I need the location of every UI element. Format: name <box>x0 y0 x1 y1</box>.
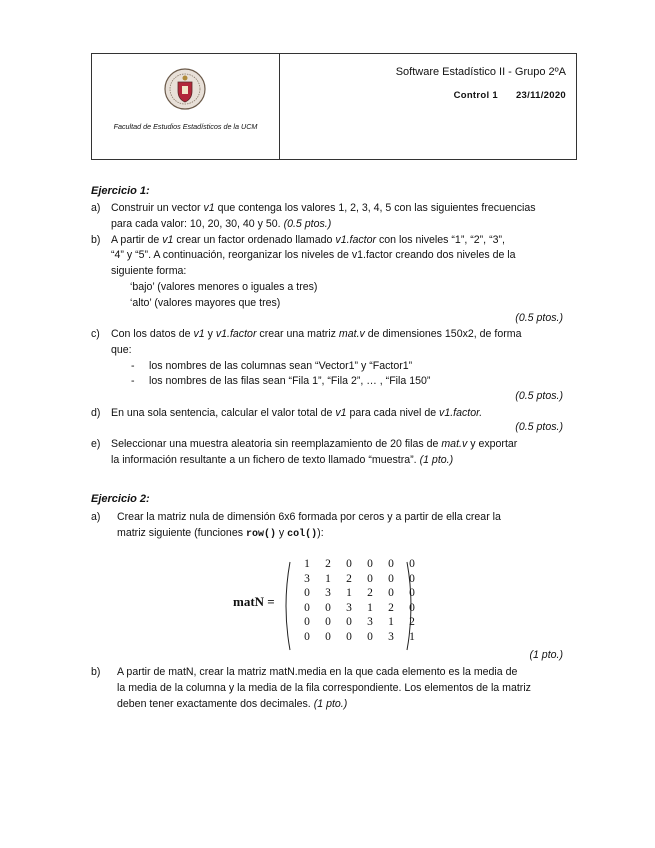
ex1-a-line2: para cada valor: 10, 20, 30, 40 y 50. (0.5 ptos.) <box>111 218 332 230</box>
matrix-cell: 1 <box>388 616 394 628</box>
matrix-cell: 3 <box>325 587 331 599</box>
ex1-c-bullet2: los nombres de las filas sean “Fila 1”, “Fila 2”, … , “Fila 150” <box>149 375 431 387</box>
points: (0.5 ptos.) <box>515 312 563 324</box>
item-label: c) <box>91 328 100 340</box>
item-label: b) <box>91 234 101 246</box>
control-label: Control 1 <box>453 90 498 101</box>
matrix-cell: 3 <box>388 630 394 643</box>
matrix-cell: 0 <box>325 630 331 643</box>
ex1-c-line1: Con los datos de v1 y v1.factor crear una matriz mat.v de dimensiones 150x2, de forma <box>111 328 522 340</box>
matrix-cell: 2 <box>346 572 352 585</box>
matrix-cell: 0 <box>367 572 373 585</box>
matrix-cell: 0 <box>409 558 415 570</box>
matrix-cell: 2 <box>367 587 373 599</box>
matrix-cell: 1 <box>346 587 352 599</box>
item-label: a) <box>91 202 101 214</box>
ex1-b-line5: ‘alto’ (valores mayores que tres) <box>130 297 281 309</box>
points: (0.5 ptos.) <box>515 390 563 402</box>
ex2-a-line2: matriz siguiente (funciones row() y col()): <box>117 527 324 540</box>
matrix-cell: 1 <box>304 558 310 570</box>
ex1-b-line3: siguiente forma: <box>111 265 187 277</box>
matrix-cell: 3 <box>367 616 373 628</box>
matrix-cell: 0 <box>367 630 373 643</box>
ex1-b-line1: A partir de v1 crear un factor ordenado llamado v1.factor con los niveles “1”, “2”, “3”, <box>111 234 505 246</box>
header-box <box>91 53 577 160</box>
matrix-cell: 0 <box>346 558 352 570</box>
matrix-cell: 2 <box>325 558 331 570</box>
item-label: a) <box>91 511 101 523</box>
item-label: b) <box>91 666 101 678</box>
matrix-cell: 3 <box>346 601 352 614</box>
matrix-cell: 0 <box>388 572 394 585</box>
matrix-cell: 0 <box>325 601 331 614</box>
item-label: e) <box>91 438 101 450</box>
ex1-a-line1: Construir un vector v1 que contenga los valores 1, 2, 3, 4, 5 con las siguientes frecuencias <box>111 202 536 214</box>
matrix-cell: 0 <box>367 558 373 570</box>
matrix-cell: 0 <box>388 587 394 599</box>
matrix-cell: 0 <box>409 572 415 585</box>
matrix-cell: 0 <box>304 601 310 614</box>
matrix-cell: 0 <box>304 616 310 628</box>
matrix-cell: 0 <box>346 616 352 628</box>
ex1-e-line1: Seleccionar una muestra aleatoria sin reemplazamiento de 20 filas de mat.v y exportar <box>111 438 518 450</box>
ex1-e-line2: la información resultante a un fichero de texto llamado “muestra”. (1 pto.) <box>111 454 454 466</box>
matrix-cell: 1 <box>367 601 373 614</box>
matrix-cell: 0 <box>388 558 394 570</box>
ex1-b-line4: ‘bajo’ (valores menores o iguales a tres) <box>130 281 318 293</box>
matrix-cell: 2 <box>409 616 415 628</box>
matrix-cell: 1 <box>325 572 331 585</box>
bullet-dash: - <box>131 375 135 387</box>
matrix-label: matN = <box>233 594 275 609</box>
university-seal-icon <box>163 67 207 111</box>
course-title: Software Estadístico II - Grupo 2ºA <box>395 66 566 78</box>
points: (0.5 ptos.) <box>515 421 563 433</box>
matrix-cell: 0 <box>409 601 415 614</box>
matrix-cell: 0 <box>304 630 310 643</box>
bullet-dash: - <box>131 360 135 372</box>
header-divider <box>279 54 280 159</box>
matrix-cell: 1 <box>409 630 415 643</box>
ex1-d-line1: En una sola sentencia, calcular el valor total de v1 para cada nivel de v1.factor. <box>111 407 483 419</box>
ex1-b-line2: “4” y “5”. A continuación, reorganizar los niveles de v1.factor creando dos niveles de la <box>111 249 516 261</box>
matrix-cell: 0 <box>409 587 415 599</box>
faculty-name: Facultad de Estudios Estadísticos de la UCM <box>113 122 258 131</box>
ex2-a-line1: Crear la matriz nula de dimensión 6x6 formada por ceros y a partir de ella crear la <box>117 511 501 523</box>
matrix-cell: 0 <box>325 616 331 628</box>
matrix-cell: 0 <box>304 587 310 599</box>
matrix-cell: 2 <box>388 601 394 614</box>
ex1-c-line2: que: <box>111 344 132 356</box>
ex2-b-line2: la media de la columna y la media de la fila correspondiente. Los elementos de la matriz <box>117 682 531 694</box>
exercise-2-title: Ejercicio 2: <box>91 493 150 505</box>
ex1-c-bullet1: los nombres de las columnas sean “Vector1” y “Factor1” <box>149 360 413 372</box>
ex2-b-line3: deben tener exactamente dos decimales. (1 pto.) <box>117 698 348 710</box>
ex2-b-line1: A partir de matN, crear la matriz matN.media en la que cada elemento es la media de <box>117 666 518 678</box>
matrix-cell: 3 <box>304 572 310 585</box>
exercise-1-title: Ejercicio 1: <box>91 185 150 197</box>
points: (1 pto.) <box>529 649 563 661</box>
item-label: d) <box>91 407 101 419</box>
matrix-cell: 0 <box>346 630 352 643</box>
control-line <box>454 90 566 101</box>
exam-date: 23/11/2020 <box>515 90 566 101</box>
